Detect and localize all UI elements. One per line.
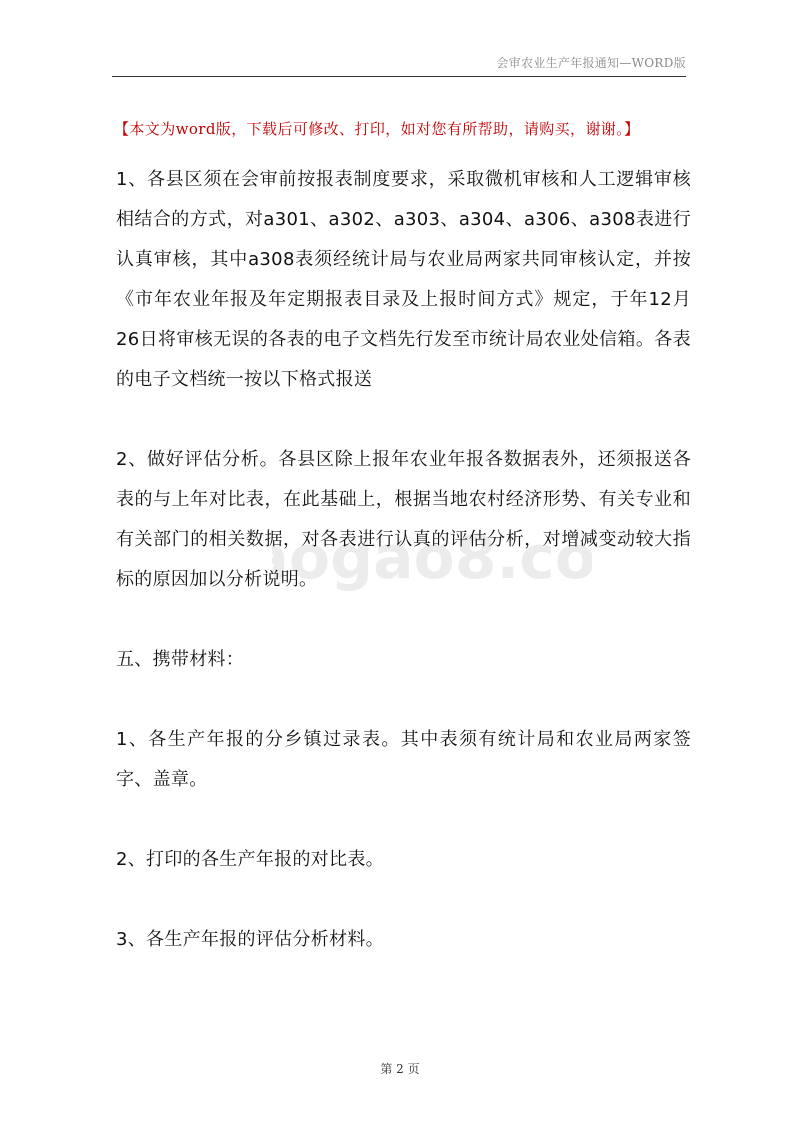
paragraph-audit-requirements: 1、各县区须在会审前按报表制度要求，采取微机审核和人工逻辑审核相结合的方式，对a301、a302、a303、a304、a306、a308表进行认真审核，其中a308表须经统计局与农业局两家共同审核认定，并按《市年农业年报及年定期报表目录及上报时间方式》规定，于年12月26日将审核无误的各表的电子文档先行发至市统计局农业处信箱。各表的电子文档统一按以下格式报送 <box>116 169 691 390</box>
page-footer <box>0 1060 800 1077</box>
watermark-text: ogao8.co <box>288 523 592 593</box>
page-header <box>112 52 686 77</box>
page-number: 第 2 页 <box>380 1062 420 1076</box>
document-body <box>116 160 691 1000</box>
paragraph-material-1: 1、各生产年报的分乡镇过录表。其中表须有统计局和农业局两家签字、盖章。 <box>116 729 691 790</box>
header-title: 会审农业生产年报通知—WORD版 <box>496 56 686 70</box>
purchase-notice: 【本文为word版，下载后可修改、打印，如对您有所帮助，请购买，谢谢。】 <box>114 120 640 138</box>
paragraph-material-2: 2、打印的各生产年报的对比表。 <box>116 849 384 870</box>
paragraph-evaluation-analysis: 2、做好评估分析。各县区除上报年农业年报各数据表外，还须报送各表的与上年对比表，在此基础上，根据当地农村经济形势、有关专业和有关部门的相关数据，对各表进行认真的评估分析，对增减变动较大指标的原因加以分析说明。 <box>116 449 691 590</box>
section-heading-materials: 五、携带材料： <box>116 649 245 670</box>
paragraph-material-3: 3、各生产年报的评估分析材料。 <box>116 929 384 950</box>
